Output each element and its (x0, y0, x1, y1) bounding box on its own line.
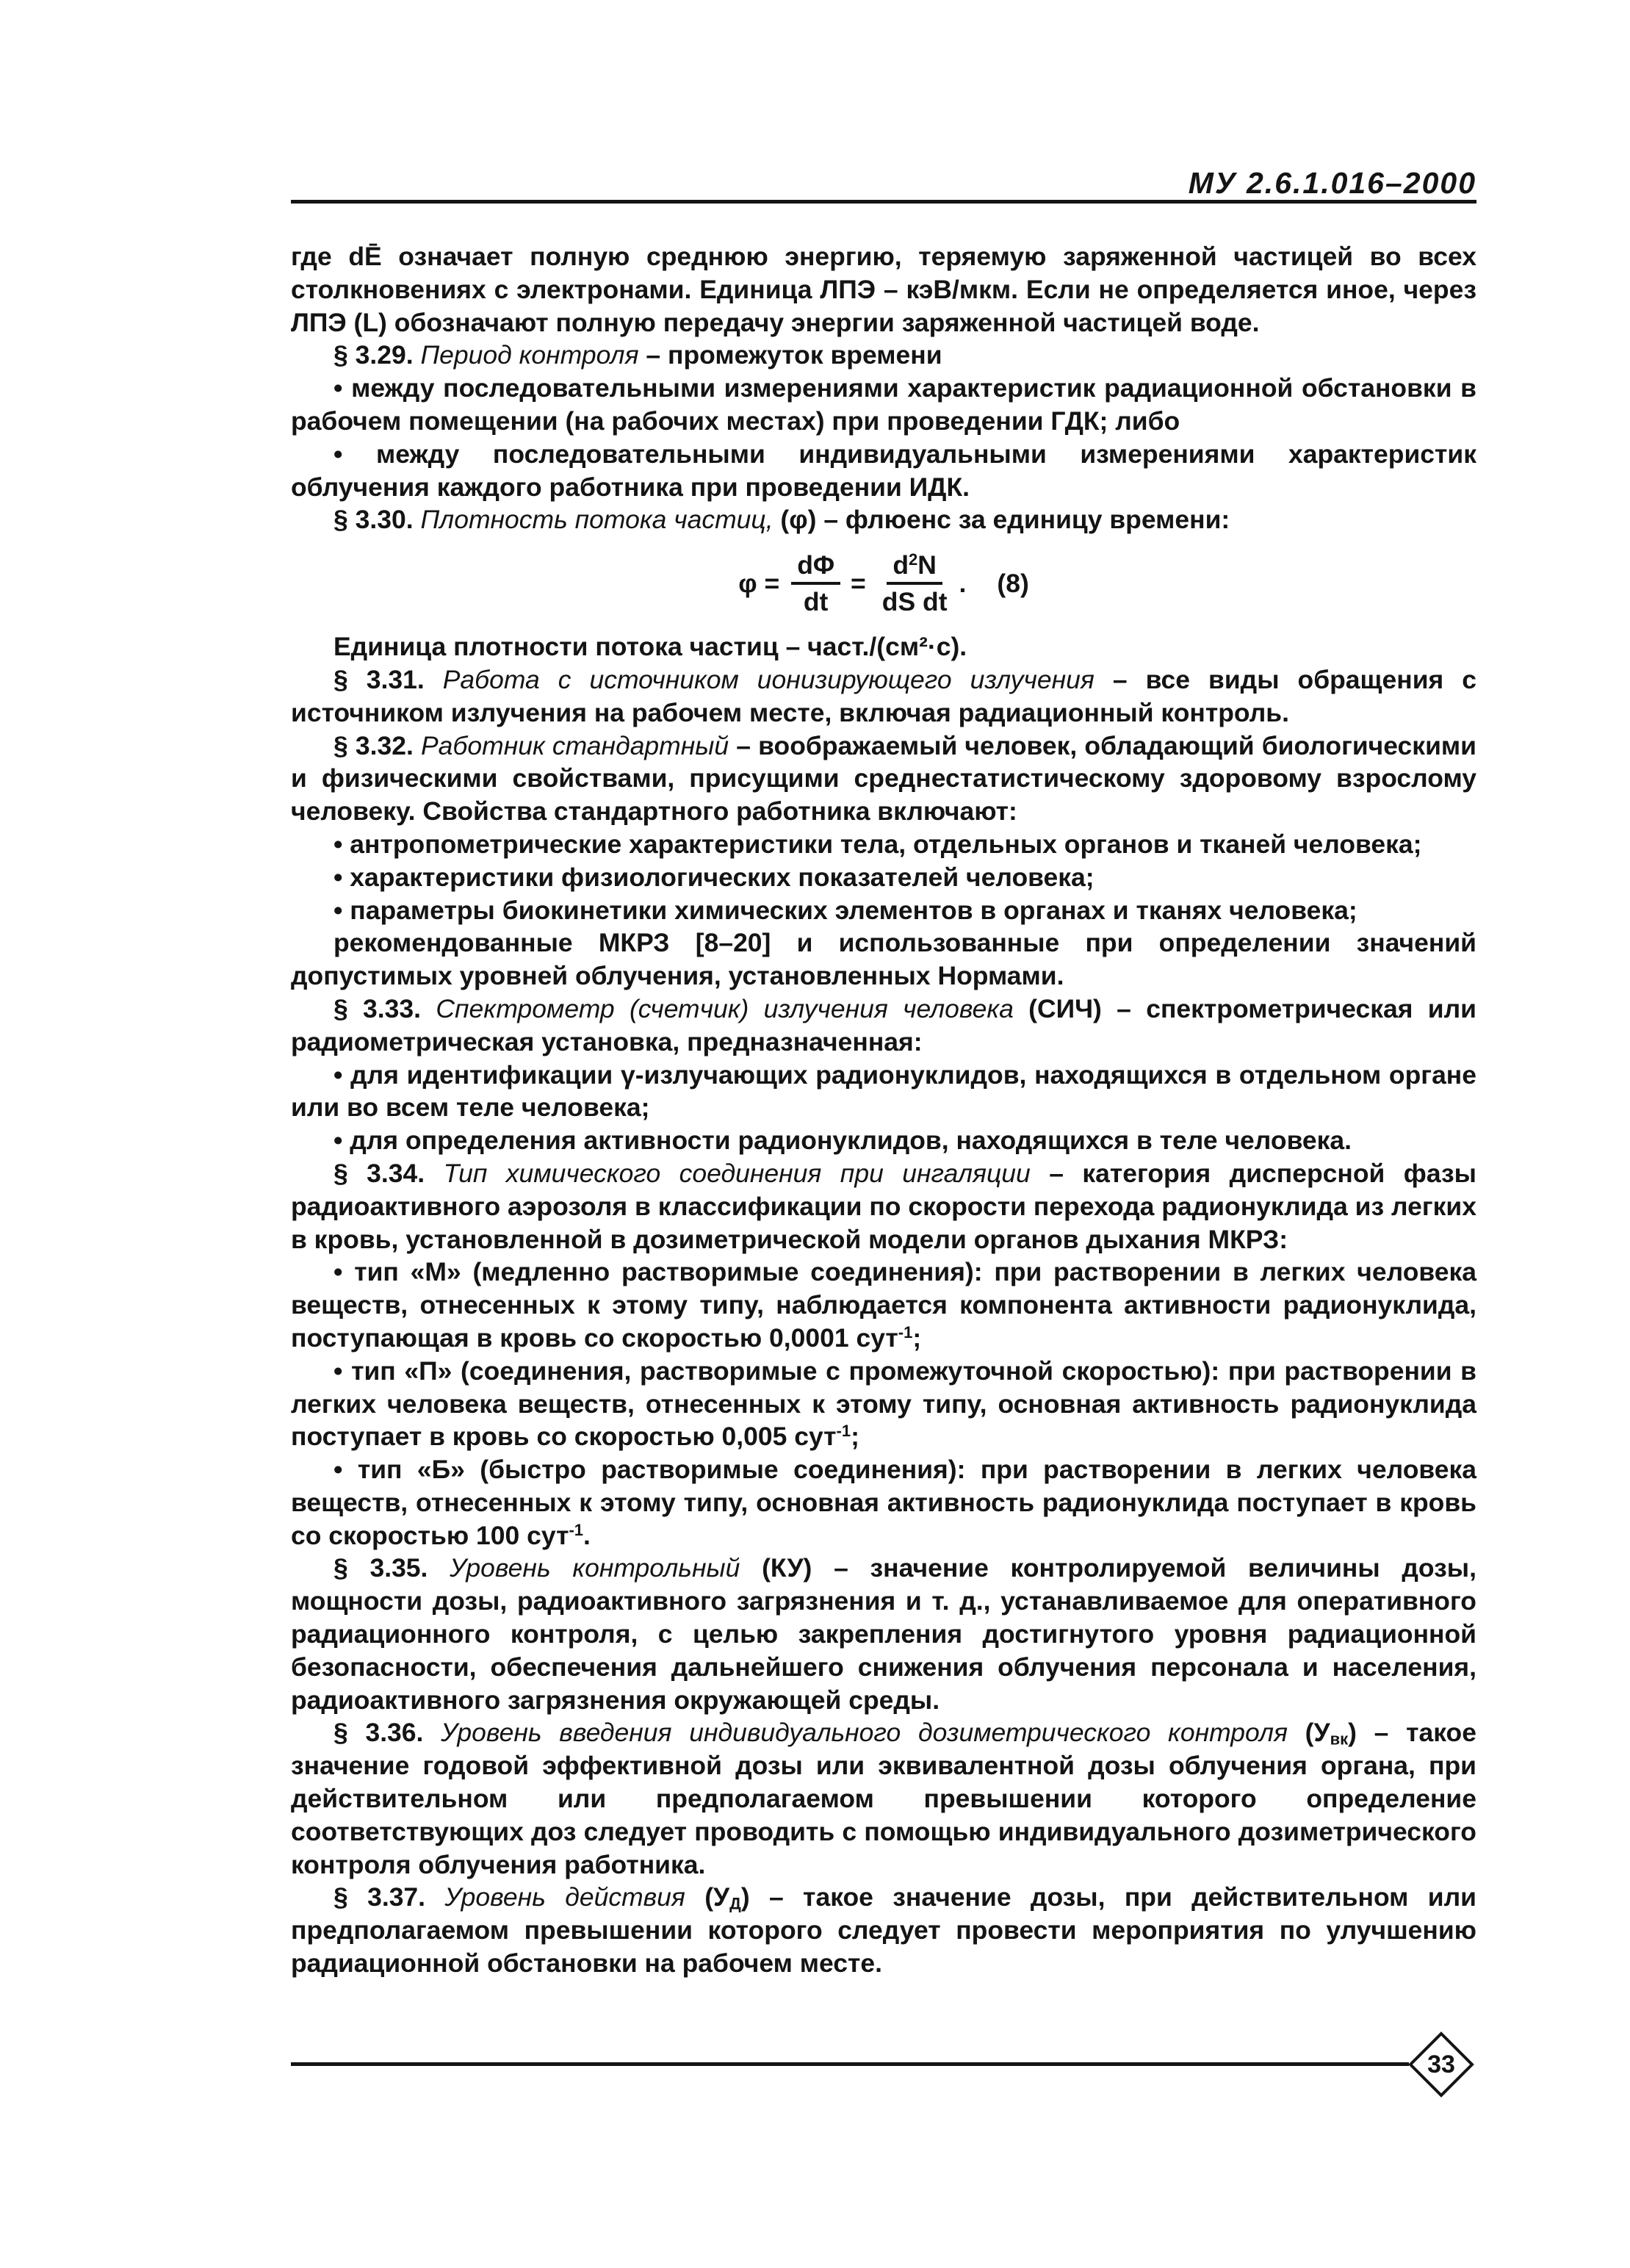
paragraph-text: – промежуток времени (638, 340, 942, 370)
definition-paragraph (291, 663, 1476, 730)
paragraph-text: (φ) – флюенс за единицу времени: (773, 505, 1230, 535)
definition-paragraph (291, 503, 1476, 536)
term-label: Уровень введения индивидуального дозиметрического контроля (441, 1718, 1288, 1748)
text-paragraph (291, 926, 1476, 993)
paragraph-tail: ; (912, 1322, 922, 1353)
bullet-item (291, 438, 1476, 504)
formula-lhs: φ = (738, 568, 780, 598)
subscript: Д (729, 1894, 741, 1913)
definition-paragraph (291, 1716, 1476, 1881)
text-paragraph (291, 240, 1476, 339)
paragraph-tail: ) – такое значение дозы, при действительном или предполагаемом превышении которого следует провести мероприятия по улучшению радиационной обстановки на рабочем месте. (291, 1882, 1476, 1979)
term-label: Период контроля (420, 340, 639, 370)
definition-paragraph (291, 1157, 1476, 1256)
document-number: МУ 2.6.1.016–2000 (1188, 166, 1476, 200)
bullet-item (291, 1256, 1476, 1354)
paragraph-text: где dĒ означает полную среднюю энергию, теряемую заряженной частицей во всех столкновениях с электронами. Единица ЛПЭ – кэВ/мкм. Если не определяется иное, через ЛПЭ (L) обозначают полную передачу энергии заряженной частицей воде. (291, 242, 1476, 337)
term-label: Плотность потока частиц, (420, 505, 773, 535)
section-number: § 3.37. (333, 1882, 426, 1912)
bullet-item (291, 1453, 1476, 1552)
fraction (791, 550, 840, 617)
paragraph-text: • между последовательными измерениями характеристик радиационной обстановки в рабочем помещении (на рабочих местах) при проведении ГДК; либо (291, 373, 1476, 436)
paragraph-tail: ; (851, 1422, 859, 1452)
section-number: § 3.33. (333, 993, 421, 1023)
formula-8 (291, 536, 1476, 630)
term-label: Работа с источником ионизирующего излучения (442, 664, 1095, 694)
paragraph-text: (СИЧ) – спектрометрическая или радиометрическая установка, предназначенная: (291, 993, 1476, 1056)
formula-period: . (959, 568, 967, 598)
term-label: Уровень контрольный (450, 1553, 740, 1583)
section-number: § 3.30. (333, 505, 414, 535)
bullet-item (291, 1059, 1476, 1125)
term-label: Спектрометр (счетчик) излучения человека (436, 993, 1014, 1023)
superscript: -1 (836, 1422, 851, 1441)
page-number: 33 (1427, 2050, 1455, 2078)
paragraph-text: • для идентификации γ-излучающих радионуклидов, находящихся в отдельном органе или во всем теле человека; (291, 1059, 1476, 1123)
section-number: § 3.29. (333, 340, 414, 370)
header-rule (291, 200, 1476, 204)
body-text (291, 240, 1476, 1980)
footer-rule (291, 2062, 1409, 2066)
term-label: Работник стандартный (420, 730, 729, 760)
definition-paragraph (291, 730, 1476, 828)
paragraph-text: (У (1287, 1718, 1330, 1748)
paragraph-text: (КУ) – значение контролируемой величины дозы, мощности дозы, радиоактивного загрязнения и т. д., устанавливаемое для оперативного радиационного контроля, с целью закрепления достигнутого уровня радиационной безопасности, обеспечения дальнейшего снижения облучения персонала и населения, радиоактивного загрязнения окружающей среды. (291, 1553, 1476, 1715)
bullet-item (291, 1124, 1476, 1157)
numerator-d: d (892, 550, 909, 580)
fraction-denominator: dS dt (881, 587, 948, 617)
definition-paragraph (291, 1552, 1476, 1716)
term-label: Тип химического соединения при ингаляции (443, 1158, 1031, 1188)
superscript: -1 (569, 1520, 584, 1539)
section-number: § 3.34. (333, 1158, 425, 1188)
definition-paragraph (291, 993, 1476, 1059)
paragraph-text: – категория дисперсной фазы радиоактивного аэрозоля в классификации по скорости перехода радионуклида из легких в кровь, установленной в дозиметрической модели органов дыхания МКРЗ: (291, 1158, 1476, 1254)
fraction-numerator (887, 550, 942, 585)
bullet-item (291, 894, 1476, 927)
section-number: § 3.31. (333, 664, 425, 694)
fraction (876, 550, 953, 617)
paragraph-text: • характеристики физиологических показателей человека; (333, 862, 1095, 892)
definition-paragraph (291, 339, 1476, 372)
paragraph-text: • тип «Б» (быстро растворимые соединения): при растворении в легких человека веществ, отнесенных к этому типу, основная активность радионуклида поступает в кровь со скоростью 100 сут (291, 1455, 1476, 1550)
paragraph-text: • тип «П» (соединения, растворимые с промежуточной скоростью): при растворении в легких человека веществ, отнесенных к этому типу, основная активность радионуклида поступает в кровь со скоростью 0,005 сут (291, 1356, 1476, 1452)
page-number-badge (1406, 2029, 1476, 2100)
subscript: вк (1330, 1729, 1349, 1749)
paragraph-text: • параметры биокинетики химических элементов в органах и тканях человека; (333, 895, 1357, 925)
paragraph-text: рекомендованные МКРЗ [8–20] и использованные при определении значений допустимых уровней облучения, установленных Нормами. (291, 928, 1476, 991)
section-number: § 3.32. (333, 730, 414, 760)
bullet-item (291, 828, 1476, 861)
fraction-numerator: dΦ (791, 550, 840, 585)
numerator-n: N (917, 550, 937, 580)
paragraph-text: • для определения активности радионуклидов, находящихся в теле человека. (333, 1126, 1352, 1156)
paragraph-tail: ) – такое значение годовой эффективной дозы или эквивалентной дозы облучения органа, при действительном или предполагаемом превышении которого определение соответствующих доз следует проводить с помощью индивидуального дозиметрического контроля облучения работника. (291, 1718, 1476, 1879)
section-number: § 3.35. (333, 1553, 428, 1583)
section-number: § 3.36. (333, 1718, 424, 1748)
paragraph-text: Единица плотности потока частиц – част./(см²·с). (333, 632, 967, 662)
bullet-item (291, 1355, 1476, 1453)
bullet-item (291, 861, 1476, 894)
formula-number: (8) (997, 568, 1029, 598)
text-paragraph (291, 630, 1476, 663)
equals-sign: = (851, 568, 866, 598)
paragraph-text: • между последовательными индивидуальными измерениями характеристик облучения каждого работника при проведении ИДК. (291, 439, 1476, 502)
numerator-exponent: 2 (909, 550, 918, 569)
definition-paragraph (291, 1881, 1476, 1979)
paragraph-text: – воображаемый человек, обладающий биологическими и физическими свойствами, присущими среднестатистическому здоровому взрослому человеку. Свойства стандартного работника включают: (291, 730, 1476, 827)
paragraph-text: (У (685, 1882, 730, 1912)
superscript: -1 (898, 1322, 913, 1342)
paragraph-text: • тип «М» (медленно растворимые соединения): при растворении в легких человека веществ, отнесенных к этому типу, наблюдается компонента активности радионуклида, поступающая в кровь со скоростью 0,0001 сут (291, 1257, 1476, 1353)
paragraph-text: • антропометрические характеристики тела, отдельных органов и тканей человека; (333, 829, 1422, 859)
bullet-item (291, 372, 1476, 438)
fraction-denominator: dt (803, 587, 829, 617)
paragraph-tail: . (583, 1520, 591, 1550)
term-label: Уровень действия (444, 1882, 685, 1912)
paragraph-text: – все виды обращения с источником излучения на рабочем месте, включая радиационный контроль. (291, 664, 1476, 727)
